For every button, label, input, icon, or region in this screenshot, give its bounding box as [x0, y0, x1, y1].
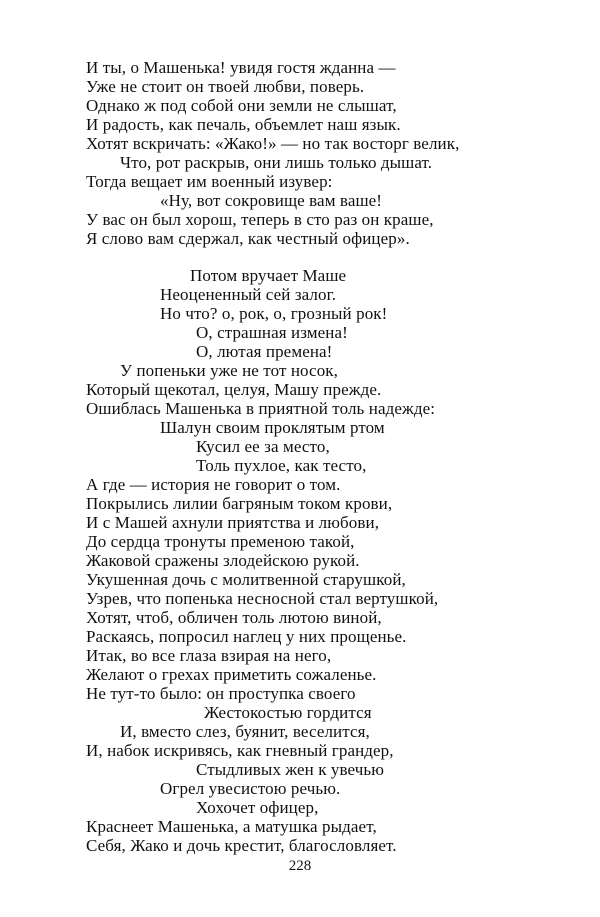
- poem-line: Неоцененный сей залог.: [160, 285, 337, 304]
- poem-line: «Ну, вот сокровище вам ваше!: [160, 191, 383, 210]
- page-number: 228: [288, 858, 312, 874]
- poem-line: Ошиблась Машенька в приятной толь надежде:: [86, 399, 436, 418]
- poem-line: Стыдливых жен к увечью: [196, 760, 385, 779]
- poem-line: Желают о грехах приметить сожаленье.: [86, 665, 377, 684]
- poem-line: Жестокостью гордится: [204, 703, 372, 722]
- poem-line: Шалун своим проклятым ртом: [160, 418, 385, 437]
- poem-line: И радость, как печаль, объемлет наш язык.: [86, 115, 401, 134]
- poem-line: Потом вручает Маше: [190, 266, 347, 285]
- poem-line: Раскаясь, попросил наглец у них прощенье.: [86, 627, 407, 646]
- poem-line: Не тут-то было: он проступка своего: [86, 684, 356, 703]
- stanza-2: [86, 266, 546, 855]
- poem-line: У вас он был хорош, теперь в сто раз он краше,: [86, 210, 434, 229]
- poem-line: Который щекотал, целуя, Машу прежде.: [86, 380, 382, 399]
- poem-line: Покрылись лилии багряным током крови,: [86, 494, 393, 513]
- poem-line: Узрев, что попенька несносной стал вертушкой,: [86, 589, 439, 608]
- poem-text: [86, 58, 546, 855]
- poem-line: И с Машей ахнули приятства и любови,: [86, 513, 380, 532]
- poem-line: Хотят, чтоб, обличен толь лютою виной,: [86, 608, 382, 627]
- poem-line: И ты, о Машенька! увидя гостя жданна —: [86, 58, 396, 77]
- poem-line: О, лютая премена!: [196, 342, 333, 361]
- stanza-1: [86, 58, 546, 248]
- poem-line: И, вместо слез, буянит, веселится,: [120, 722, 370, 741]
- poem-line: Уже не стоит он твоей любви, поверь.: [86, 77, 365, 96]
- poem-line: Я слово вам сдержал, как честный офицер».: [86, 229, 410, 248]
- poem-line: Тогда вещает им военный изувер:: [86, 172, 333, 191]
- poem-line: Хотят вскричать: «Жако!» — но так восторг велик,: [86, 134, 460, 153]
- poem-line: Себя, Жако и дочь крестит, благословляет.: [86, 836, 397, 855]
- poem-line: Но что? о, рок, о, грозный рок!: [160, 304, 388, 323]
- poem-line: Укушенная дочь с молитвенной старушкой,: [86, 570, 406, 589]
- poem-line: Кусил ее за место,: [196, 437, 330, 456]
- poem-line: Хохочет офицер,: [196, 798, 319, 817]
- poem-line: А где — история не говорит о том.: [86, 475, 341, 494]
- poem-line: И, набок искривясь, как гневный грандер,: [86, 741, 394, 760]
- poem-line: Однако ж под собой они земли не слышат,: [86, 96, 397, 115]
- poem-line: Итак, во все глаза взирая на него,: [86, 646, 332, 665]
- poem-line: Огрел увесистою речью.: [160, 779, 341, 798]
- poem-line: До сердца тронуты пременою такой,: [86, 532, 355, 551]
- poem-line: У попеньки уже не тот носок,: [120, 361, 339, 380]
- poem-line: Жаковой сражены злодейскою рукой.: [86, 551, 360, 570]
- poem-line: Что, рот раскрыв, они лишь только дышат.: [120, 153, 433, 172]
- poem-line: О, страшная измена!: [196, 323, 348, 342]
- poem-line: Толь пухлое, как тесто,: [196, 456, 367, 475]
- poem-line: Краснеет Машенька, а матушка рыдает,: [86, 817, 377, 836]
